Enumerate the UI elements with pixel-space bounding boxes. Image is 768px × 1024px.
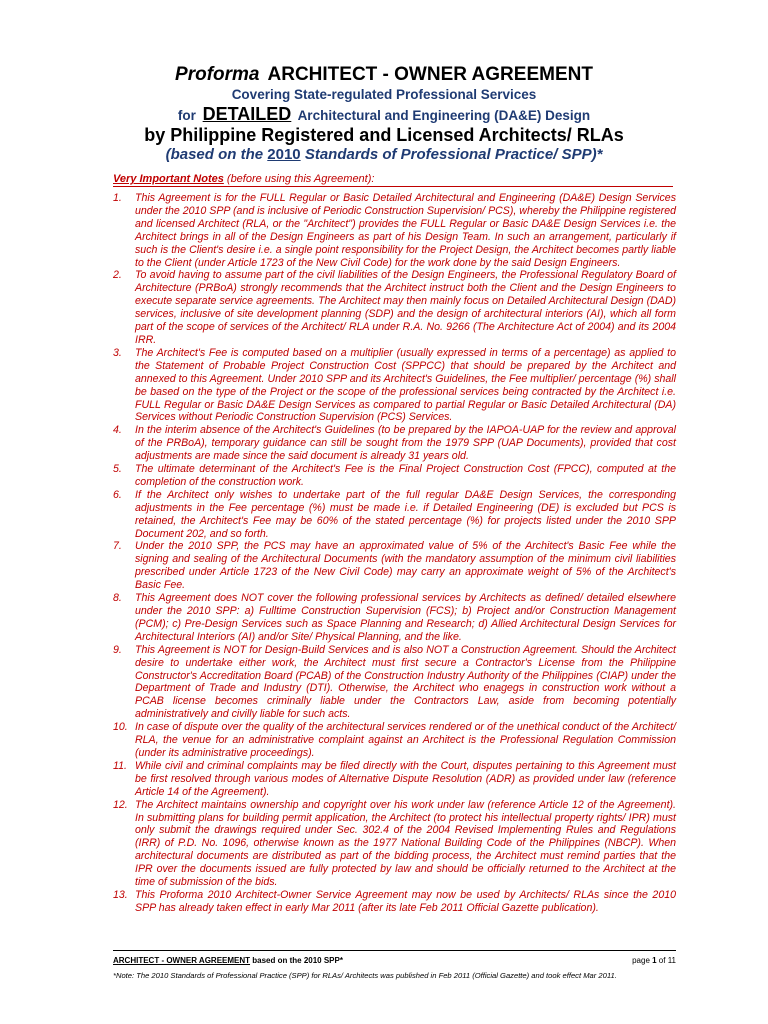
- footer-doc-title: ARCHITECT - OWNER AGREEMENT: [113, 956, 251, 965]
- note-item: [113, 347, 676, 424]
- note-number: 12.: [113, 798, 128, 811]
- note-item: [113, 721, 676, 760]
- subtitle-line-3: by Philippine Registered and Licensed Architects/ RLAs: [144, 125, 624, 145]
- document-title: [0, 64, 768, 86]
- note-text: In case of dispute over the quality of the architectural services rendered or of the unethical conduct of the Architect/ RLA, the venue for an administrative complaint against an Architect is the Professional Regulation Commission (under its administrative proceedings).: [135, 721, 676, 759]
- page-num: 1: [652, 956, 657, 965]
- title-main: ARCHITECT - OWNER AGREEMENT: [267, 64, 593, 85]
- note-item: [113, 592, 676, 644]
- note-item: [113, 463, 676, 489]
- note-text: This Agreement does NOT cover the following professional services by Architects as defined/ detailed elsewhere under the 2010 SPP: a) Fulltime Construction Supervision (FCS); b) Project and/or Construction Management (PCM); c) Pre-Design Services such as Space Planning and Research; d) Allied Architectural Design Services for Architectural Interiors (AI) and/or Site/ Physical Planning, and the like.: [135, 592, 676, 643]
- note-text: The ultimate determinant of the Architect's Fee is the Final Project Construction Cost (FPCC), computed at the completion of the construction work.: [135, 463, 676, 488]
- note-text: The Architect's Fee is computed based on a multiplier (usually expressed in terms of a percentage) as applied to the Statement of Probable Project Construction Cost (SPPCC) that should be prepared by the Architect and annexed to this Agreement. Under 2010 SPP and its Architect's Guidelines, the Fee multiplier/ percentage (%) shall be based on the type of the Project or the scope of the professional services being contracted by the Architect i.e. FULL Regular or Basic DA&E Design Services as compared to partial Regular or Basic Detailed Architectural (DA) Services without Periodic Construction Supervision (PCS) Services.: [135, 346, 676, 424]
- note-number: 1.: [113, 192, 122, 204]
- subtitle-year: 2010: [267, 146, 301, 163]
- notes-header-bold: Very Important Notes: [113, 173, 224, 185]
- note-item: [113, 889, 676, 915]
- note-text: The Architect maintains ownership and copyright over his work under law (reference Article 12 of the Agreement). In submitting plans for building permit application, the Architect (to protect his intellectual property rights/ IPR) must only submit the drawings required under Sec. 302.4 of the 2004 Revised Implementing Rules and Regulations (IRR) of P.D. No. 1096, otherwise known as the 1977 National Building Code of the Philippines (NBCP). When architectural documents are distributed as part of the bidding process, the Architect must remind parties that the IPR over the documents issued are fully protected by law and should be officially returned to the Architect at the time of submission of the bids.: [135, 798, 676, 889]
- note-text: Under the 2010 SPP, the PCS may have an approximated value of 5% of the Architect's Basic Fee while the signing and sealing of the Architectural Documents (with the mandatory assumption of the minimum civil liabilities prescribed under Article 1723 of the New Civil Code) may carry an approximate weight of 5% of the Architect's Basic Fee.: [135, 540, 676, 592]
- note-item: [113, 269, 676, 346]
- note-item: [113, 799, 676, 889]
- note-number: 5.: [113, 463, 122, 476]
- subtitle-line-4: [0, 146, 768, 163]
- note-number: 10.: [113, 721, 128, 734]
- page-label: page: [632, 956, 653, 965]
- notes-header: [113, 173, 673, 187]
- note-text: To avoid having to assume part of the civil liabilities of the Design Engineers, the Professional Regulatory Board of Architecture (PRBoA) strongly recommends that the Architect instruct both the Client and the Design Engineers to execute separate service agreements. The Architect may then mainly focus on Detailed Architectural Design (DAD) services, inclusive of site development planning (SDP) and the design of architectural interiors (AI), which all form part of the scope of services of the Architect/ RLA under R.A. No. 9266 (The Architecture Act of 2004) and its 2004 IRR.: [135, 269, 676, 346]
- notes-header-rest: (before using this Agreement):: [223, 173, 375, 185]
- note-text: While civil and criminal complaints may be filed directly with the Court, disputes pertaining to this Agreement must be first resolved through various modes of Alternative Dispute Resolution (ADR) as provided under law (reference Article 14 of the Agreement).: [135, 759, 676, 798]
- footer-doc-rest: based on the 2010 SPP*: [250, 956, 343, 965]
- title-proforma: Proforma: [175, 64, 260, 85]
- note-item: [113, 760, 676, 799]
- note-number: 9.: [113, 643, 122, 656]
- subtitle-detailed: DETAILED: [202, 104, 292, 124]
- page-footer: [113, 956, 676, 965]
- note-number: 3.: [113, 346, 122, 359]
- note-number: 8.: [113, 592, 122, 605]
- notes-list: [113, 192, 676, 915]
- note-item: [113, 192, 676, 269]
- footer-divider: [113, 950, 676, 951]
- note-number: 11.: [113, 759, 127, 772]
- note-text: This Agreement is NOT for Design-Build Services and is also NOT a Construction Agreement. Should the Architect desire to undertake either work, the Architect must first secure a Contractor's License from the Philippine Constructor's Accreditation Board (PCAB) of the Construction Industry Authority of the Philippines (CIAP) under the Department of Trade and Industry (DTI). Otherwise, the Architect who enagegs in construction work without a PCAB license becomes criminally liable under the Contractors Law, aside from becoming potentially administratively and civilly liable for such acts.: [135, 643, 676, 721]
- note-item: [113, 424, 676, 463]
- subtitle-dae: Architectural and Engineering (DA&E) Design: [297, 108, 591, 123]
- subtitle-based: (based on the: [165, 146, 264, 163]
- note-text: This Proforma 2010 Architect-Owner Service Agreement may now be used by Architects/ RLAs since the 2010 SPP has already taken effect in early Mar 2011 (after its late Feb 2011 Official Gazette publication).: [135, 888, 676, 914]
- page-number: [632, 956, 676, 965]
- note-text: If the Architect only wishes to undertake part of the full regular DA&E Design Services, the corresponding adjustments in the Fee percentage (%) must be made i.e. if Detailed Engineering (DE) is excluded but PCS is retained, the Architect's Fee may be 60% of the stated percentage (%) for projects listed under the 2010 SPP Document 202, and so forth.: [135, 488, 676, 540]
- page-of: of 11: [656, 956, 676, 965]
- note-text: In the interim absence of the Architect's Guidelines (to be prepared by the IAPOA-UAP for the review and approval of the PRBoA), temporary guidance can still be sought from the 1979 SPP (UAP Documents), provided that cost adjustments are made since the said document is already 31 years old.: [135, 424, 676, 463]
- note-item: [113, 644, 676, 721]
- note-item: [113, 540, 676, 592]
- footnote: *Note: The 2010 Standards of Professional Practice (SPP) for RLAs/ Architects was published in Feb 2011 (Official Gazette) and took effect Mar 2011.: [113, 971, 617, 980]
- subtitle-line-1: Covering State-regulated Professional Services: [231, 87, 537, 102]
- note-number: 2.: [113, 269, 122, 282]
- note-text: This Agreement is for the FULL Regular or Basic Detailed Architectural and Engineering (DA&E) Design Services under the 2010 SPP (and is inclusive of Periodic Construction Supervision/ PCS), whereby the Philippine registered and licensed Architect (RLA, or the "Architect") provides the FULL Regular or Basic DA&E Design Services i.e. the Architect brings in all of the Design Engineers as part of his Design Team. In such an arrangement, particularly if such is the Client's desire i.e. a single point responsibility for the Project Design, the Architect becomes partly liable to the Client (under Article 1723 of the New Civil Code) for the work done by the said Design Engineers.: [135, 192, 676, 269]
- note-item: [113, 489, 676, 541]
- note-number: 13.: [113, 888, 128, 901]
- note-number: 4.: [113, 424, 122, 437]
- note-number: 6.: [113, 488, 122, 501]
- note-number: 7.: [113, 540, 122, 553]
- subtitle-line-2: [0, 104, 768, 125]
- subtitle-spp: Standards of Professional Practice/ SPP)*: [304, 146, 603, 163]
- subtitle-for: for: [177, 108, 196, 123]
